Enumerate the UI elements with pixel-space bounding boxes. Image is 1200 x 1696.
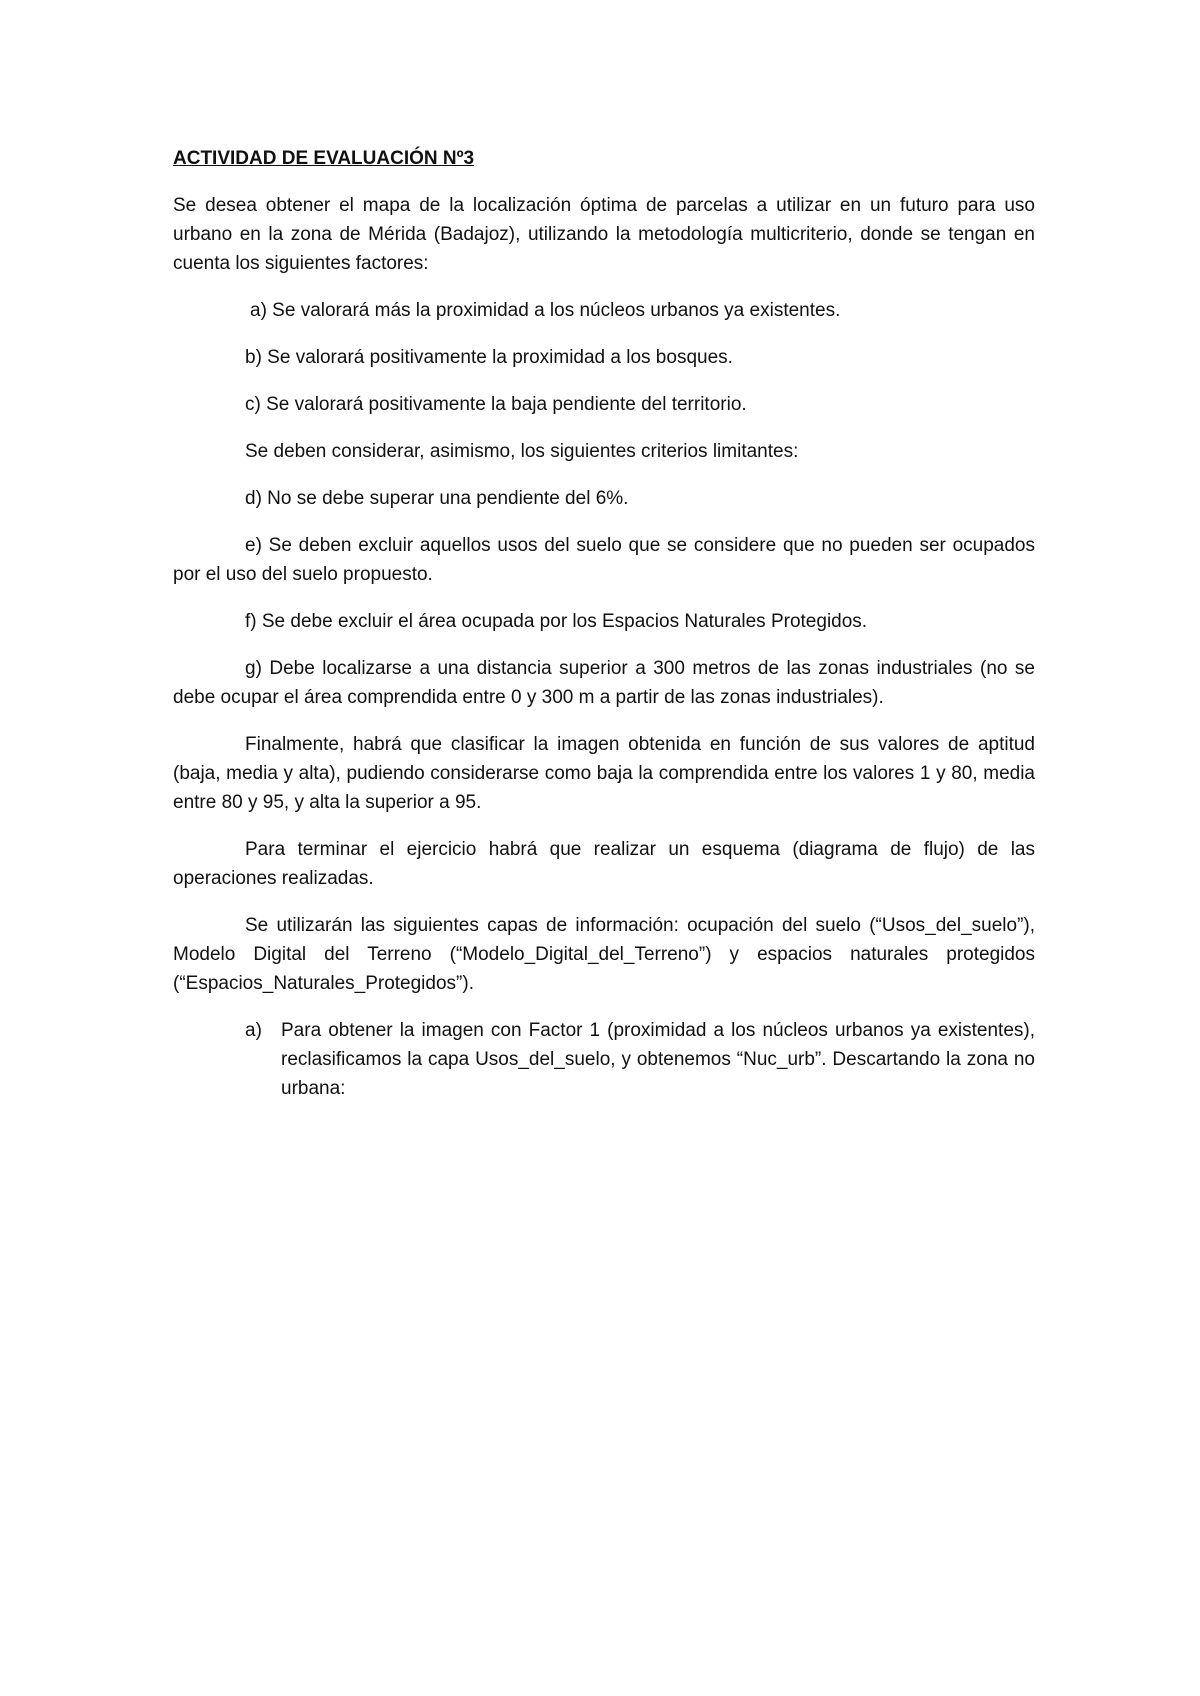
factor-c: c) Se valorará positivamente la baja pendiente del territorio. [245, 394, 747, 415]
diagram-paragraph: Para terminar el ejercicio habrá que realizar un esquema (diagrama de flujo) de las operaciones realizadas. [173, 839, 1035, 889]
document-title: ACTIVIDAD DE EVALUACIÓN Nº3 [173, 148, 475, 169]
classification-paragraph: Finalmente, habrá que clasificar la imagen obtenida en función de sus valores de aptitud (baja, media y alta), pudiendo considerarse como baja la comprendida entre los valores 1 y 80, media entre 80 y 95, y alta la superior a 95. [173, 734, 1035, 813]
layers-paragraph: Se utilizarán las siguientes capas de información: ocupación del suelo (“Usos_del_suelo”), Modelo Digital del Terreno (“Modelo_Digital_del_Terreno”) y espacios naturales protegidos (“Espacios_Naturales_Protegidos”). [173, 915, 1035, 994]
step-marker: a) [245, 1020, 262, 1041]
step-item [245, 1016, 1035, 1103]
factor-a: a) Se valorará más la proximidad a los núcleos urbanos ya existentes. [250, 300, 841, 321]
criterion-e: e) Se deben excluir aquellos usos del suelo que se considere que no pueden ser ocupados por el uso del suelo propuesto. [173, 535, 1035, 585]
criteria-intro: Se deben considerar, asimismo, los siguientes criterios limitantes: [245, 441, 799, 462]
document-body [173, 146, 1035, 1121]
criterion-f: f) Se debe excluir el área ocupada por los Espacios Naturales Protegidos. [245, 611, 868, 632]
criterion-d: d) No se debe superar una pendiente del 6%. [245, 488, 629, 509]
intro-paragraph: Se desea obtener el mapa de la localización óptima de parcelas a utilizar en un futuro para uso urbano en la zona de Mérida (Badajoz), utilizando la metodología multicriterio, donde se tengan en cuenta los siguientes factores: [173, 195, 1035, 274]
criterion-g: g) Debe localizarse a una distancia superior a 300 metros de las zonas industriales (no se debe ocupar el área comprendida entre 0 y 300 m a partir de las zonas industriales). [173, 658, 1035, 708]
factor-b: b) Se valorará positivamente la proximidad a los bosques. [245, 347, 733, 368]
step-text: Para obtener la imagen con Factor 1 (proximidad a los núcleos urbanos ya existentes), reclasificamos la capa Usos_del_suelo, y obtenemos “Nuc_urb”. Descartando la zona no urbana: [281, 1020, 1035, 1099]
